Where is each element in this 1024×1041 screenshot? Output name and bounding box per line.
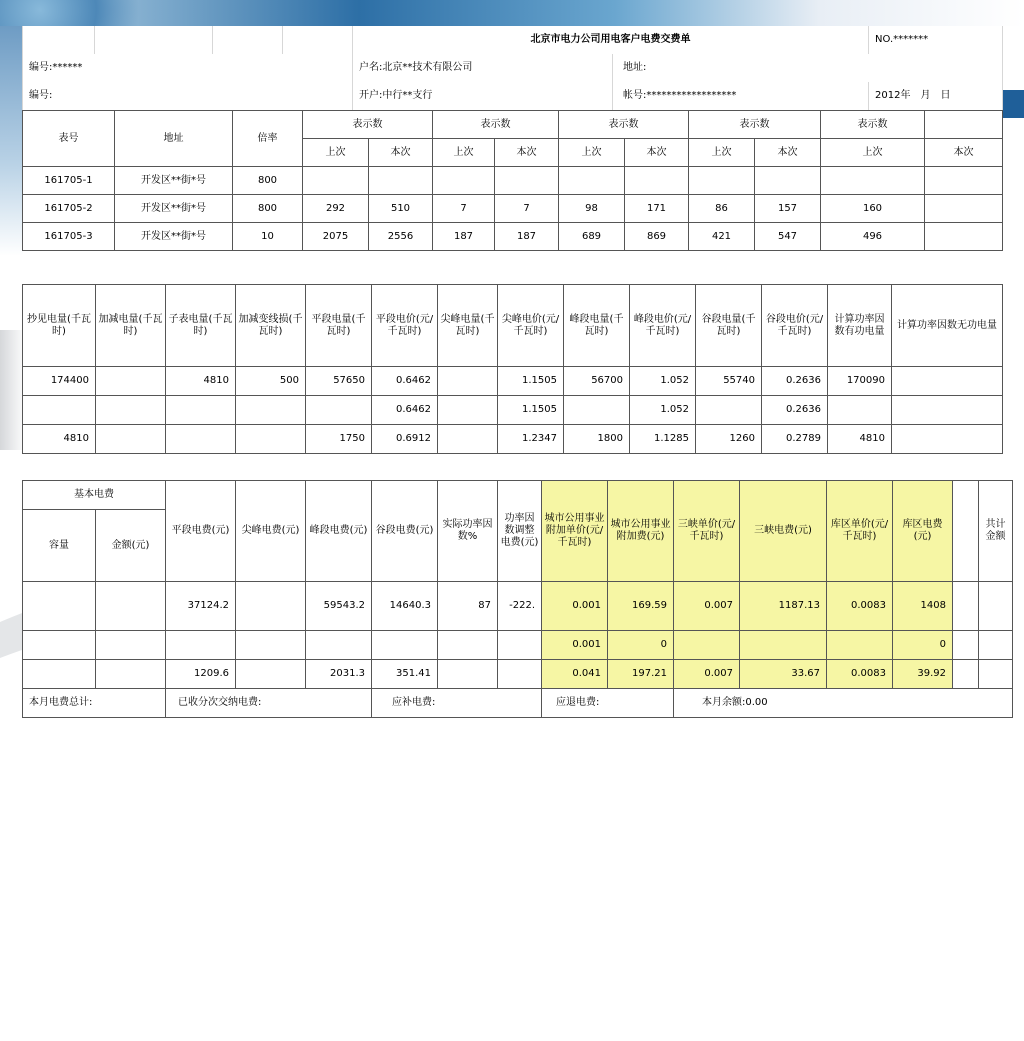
- fee-header: 平段电费(元): [166, 481, 236, 582]
- meter-address: 开发区**街*号: [115, 195, 233, 223]
- fee-header: 城市公用事业附加单价(元/千瓦时): [542, 481, 608, 582]
- fee-cell: 197.21: [608, 660, 674, 689]
- reading-group-empty: [925, 111, 1003, 139]
- table-row: [23, 631, 1013, 660]
- table-row: [23, 195, 1003, 223]
- bill-number: NO.*******: [869, 26, 1003, 54]
- usage-cell: 0.2636: [762, 396, 828, 425]
- bank: 开户:中行**支行: [353, 82, 613, 111]
- table-row: [23, 660, 1013, 689]
- meter-reading: [559, 167, 625, 195]
- fee-cell: 1209.6: [166, 660, 236, 689]
- meter-no-header: 表号: [23, 111, 115, 167]
- right-decoration: [1002, 90, 1024, 118]
- fee-header: 谷段电费(元): [372, 481, 438, 582]
- fee-cell: [96, 660, 166, 689]
- fee-cell: 169.59: [608, 582, 674, 631]
- meter-ratio: 800: [233, 167, 303, 195]
- fee-cell: [236, 582, 306, 631]
- header-decoration: [0, 0, 180, 26]
- meter-reading: 547: [755, 223, 821, 251]
- usage-cell: 4810: [166, 367, 236, 396]
- customer-address: 地址:: [613, 54, 1003, 82]
- meter-reading: [925, 223, 1003, 251]
- fee-cell: 59543.2: [306, 582, 372, 631]
- usage-cell: [892, 425, 1003, 454]
- meter-address-header: 地址: [115, 111, 233, 167]
- fee-cell: 0.0083: [827, 660, 893, 689]
- amount-header: 金额(元): [96, 510, 166, 582]
- fee-header: 三峡电费(元): [740, 481, 827, 582]
- usage-cell: 1.2347: [498, 425, 564, 454]
- meter-address: 开发区**街*号: [115, 223, 233, 251]
- curr-header: 本次: [625, 139, 689, 167]
- usage-cell: [438, 396, 498, 425]
- usage-cell: 0.2636: [762, 367, 828, 396]
- meter-readings-table: [22, 110, 1003, 251]
- prev-header: 上次: [821, 139, 925, 167]
- fee-cell: [979, 660, 1013, 689]
- meter-reading: 187: [433, 223, 495, 251]
- usage-header: 尖峰电价(元/千瓦时): [498, 285, 564, 367]
- usage-header: 抄见电量(千瓦时): [23, 285, 96, 367]
- meter-reading: [821, 167, 925, 195]
- usage-cell: 55740: [696, 367, 762, 396]
- usage-cell: 1750: [306, 425, 372, 454]
- usage-cell: [23, 396, 96, 425]
- meter-reading: [303, 167, 369, 195]
- fee-header: 实际功率因数%: [438, 481, 498, 582]
- meter-reading: 869: [625, 223, 689, 251]
- table-row: [23, 367, 1003, 396]
- fees-table: [22, 480, 1013, 718]
- meter-reading: [625, 167, 689, 195]
- usage-cell: [96, 367, 166, 396]
- fee-cell: [23, 582, 96, 631]
- monthly-total-label: 本月电费总计:: [23, 689, 166, 718]
- usage-cell: 1.1505: [498, 396, 564, 425]
- table-row: [23, 396, 1003, 425]
- fee-header: 库区单价(元/千瓦时): [827, 481, 893, 582]
- meter-reading: 160: [821, 195, 925, 223]
- curr-header: 本次: [369, 139, 433, 167]
- fee-cell: [674, 631, 740, 660]
- usage-cell: [696, 396, 762, 425]
- meter-reading: [495, 167, 559, 195]
- fee-cell: 2031.3: [306, 660, 372, 689]
- customer-code-2: 编号:: [23, 82, 353, 111]
- fee-cell: [438, 660, 498, 689]
- fee-header: 城市公用事业附加费(元): [608, 481, 674, 582]
- fee-cell: [827, 631, 893, 660]
- fee-cell: 0.001: [542, 582, 608, 631]
- fee-cell: 87: [438, 582, 498, 631]
- meter-reading: [925, 167, 1003, 195]
- left-decoration: [0, 26, 23, 256]
- fee-cell: [23, 631, 96, 660]
- curr-header: 本次: [755, 139, 821, 167]
- fee-header: 功率因数调整电费(元): [498, 481, 542, 582]
- fee-cell: -222.: [498, 582, 542, 631]
- table-row: [23, 582, 1013, 631]
- fee-cell: 14640.3: [372, 582, 438, 631]
- fee-cell: [953, 582, 979, 631]
- reading-group-header: 表示数: [559, 111, 689, 139]
- reading-group-header: 表示数: [821, 111, 925, 139]
- meter-reading: [433, 167, 495, 195]
- table-row: [23, 167, 1003, 195]
- bill-date: 2012年 月 日: [869, 82, 1003, 111]
- balance-label: 本月余额:0.00: [674, 689, 1013, 718]
- fee-cell: [953, 660, 979, 689]
- fee-header: [953, 481, 979, 582]
- usage-cell: 0.2789: [762, 425, 828, 454]
- usage-cell: 174400: [23, 367, 96, 396]
- usage-cell: [828, 396, 892, 425]
- usage-header: 峰段电量(千瓦时): [564, 285, 630, 367]
- usage-cell: [438, 425, 498, 454]
- usage-cell: 0.6912: [372, 425, 438, 454]
- usage-cell: 170090: [828, 367, 892, 396]
- usage-cell: 4810: [23, 425, 96, 454]
- account-name: 户名:北京**技术有限公司: [353, 54, 613, 82]
- fee-cell: [979, 582, 1013, 631]
- fee-cell: 0: [608, 631, 674, 660]
- fee-header: 库区电费(元): [893, 481, 953, 582]
- usage-cell: 1.052: [630, 396, 696, 425]
- fee-cell: 0.007: [674, 582, 740, 631]
- usage-cell: 500: [236, 367, 306, 396]
- reading-group-header: 表示数: [433, 111, 559, 139]
- meter-reading: 510: [369, 195, 433, 223]
- meter-reading: 292: [303, 195, 369, 223]
- fee-cell: 37124.2: [166, 582, 236, 631]
- usage-header: 谷段电价(元/千瓦时): [762, 285, 828, 367]
- prev-header: 上次: [689, 139, 755, 167]
- meter-ratio: 800: [233, 195, 303, 223]
- meter-reading: [755, 167, 821, 195]
- usage-header: 加减电量(千瓦时): [96, 285, 166, 367]
- reading-group-header: 表示数: [689, 111, 821, 139]
- fee-cell: [306, 631, 372, 660]
- fee-cell: [498, 660, 542, 689]
- usage-cell: 56700: [564, 367, 630, 396]
- fee-cell: [953, 631, 979, 660]
- usage-header: 子表电量(千瓦时): [166, 285, 236, 367]
- meter-reading: 98: [559, 195, 625, 223]
- meter-reading: 86: [689, 195, 755, 223]
- usage-header: 加减变线损(千瓦时): [236, 285, 306, 367]
- usage-header: 平段电价(元/千瓦时): [372, 285, 438, 367]
- fee-cell: [372, 631, 438, 660]
- customer-code: 编号:******: [23, 54, 353, 82]
- usage-cell: [306, 396, 372, 425]
- fee-cell: [498, 631, 542, 660]
- usage-cell: [166, 396, 236, 425]
- usage-cell: [236, 396, 306, 425]
- usage-cell: [438, 367, 498, 396]
- fee-cell: [23, 660, 96, 689]
- fee-cell: [438, 631, 498, 660]
- usage-cell: [892, 367, 1003, 396]
- prev-header: 上次: [559, 139, 625, 167]
- meter-reading: 496: [821, 223, 925, 251]
- fee-cell: 0.0083: [827, 582, 893, 631]
- usage-cell: 1.1285: [630, 425, 696, 454]
- fee-header: 三峡单价(元/千瓦时): [674, 481, 740, 582]
- fee-cell: [96, 582, 166, 631]
- meter-no: 161705-2: [23, 195, 115, 223]
- meter-address: 开发区**街*号: [115, 167, 233, 195]
- meter-reading: 2556: [369, 223, 433, 251]
- usage-header: 计算功率因数有功电量: [828, 285, 892, 367]
- paid-label: 已收分次交纳电费:: [166, 689, 372, 718]
- usage-cell: 0.6462: [372, 367, 438, 396]
- reading-group-header: 表示数: [303, 111, 433, 139]
- fee-cell: [166, 631, 236, 660]
- usage-header: 峰段电价(元/千瓦时): [630, 285, 696, 367]
- fee-cell: 39.92: [893, 660, 953, 689]
- basic-fee-header: 基本电费: [23, 481, 166, 510]
- meter-reading: 7: [433, 195, 495, 223]
- account-number: 帐号:******************: [613, 82, 869, 111]
- usage-cell: [236, 425, 306, 454]
- fee-cell: [740, 631, 827, 660]
- usage-cell: [96, 396, 166, 425]
- capacity-header: 容量: [23, 510, 96, 582]
- fee-cell: 0: [893, 631, 953, 660]
- meter-reading: 157: [755, 195, 821, 223]
- refund-label: 应退电费:: [542, 689, 674, 718]
- meter-reading: [369, 167, 433, 195]
- fee-cell: [96, 631, 166, 660]
- fee-header: 尖峰电费(元): [236, 481, 306, 582]
- curr-header: 本次: [925, 139, 1003, 167]
- bill-title: 北京市电力公司用电客户电费交费单: [353, 26, 869, 54]
- usage-cell: 1.1505: [498, 367, 564, 396]
- usage-header: 平段电量(千瓦时): [306, 285, 372, 367]
- usage-header: 计算功率因数无功电量: [892, 285, 1003, 367]
- fee-cell: 351.41: [372, 660, 438, 689]
- meter-reading: 7: [495, 195, 559, 223]
- meter-reading: 689: [559, 223, 625, 251]
- meter-ratio: 10: [233, 223, 303, 251]
- fee-cell: 0.041: [542, 660, 608, 689]
- usage-header: 谷段电量(千瓦时): [696, 285, 762, 367]
- fee-header: 共计金额: [979, 481, 1013, 582]
- table-row: [23, 223, 1003, 251]
- usage-cell: 1800: [564, 425, 630, 454]
- meter-no: 161705-1: [23, 167, 115, 195]
- curr-header: 本次: [495, 139, 559, 167]
- bill-header: [22, 26, 1003, 111]
- meter-no: 161705-3: [23, 223, 115, 251]
- supplement-label: 应补电费:: [372, 689, 542, 718]
- usage-cell: [892, 396, 1003, 425]
- table-row: [23, 425, 1003, 454]
- prev-header: 上次: [433, 139, 495, 167]
- meter-reading: [925, 195, 1003, 223]
- usage-cell: 4810: [828, 425, 892, 454]
- usage-header: 尖峰电量(千瓦时): [438, 285, 498, 367]
- meter-reading: 421: [689, 223, 755, 251]
- usage-cell: 1.052: [630, 367, 696, 396]
- usage-cell: [166, 425, 236, 454]
- meter-reading: 171: [625, 195, 689, 223]
- usage-cell: [96, 425, 166, 454]
- fee-cell: 33.67: [740, 660, 827, 689]
- usage-cell: 57650: [306, 367, 372, 396]
- meter-reading: [689, 167, 755, 195]
- usage-table: [22, 284, 1003, 454]
- fee-header: 峰段电费(元): [306, 481, 372, 582]
- fee-cell: 0.001: [542, 631, 608, 660]
- fee-cell: 1187.13: [740, 582, 827, 631]
- usage-cell: [564, 396, 630, 425]
- fee-cell: [979, 631, 1013, 660]
- fee-cell: [236, 660, 306, 689]
- prev-header: 上次: [303, 139, 369, 167]
- fee-cell: 0.007: [674, 660, 740, 689]
- usage-cell: 1260: [696, 425, 762, 454]
- meter-reading: 2075: [303, 223, 369, 251]
- meter-reading: 187: [495, 223, 559, 251]
- usage-cell: 0.6462: [372, 396, 438, 425]
- meter-ratio-header: 倍率: [233, 111, 303, 167]
- fee-cell: 1408: [893, 582, 953, 631]
- fee-cell: [236, 631, 306, 660]
